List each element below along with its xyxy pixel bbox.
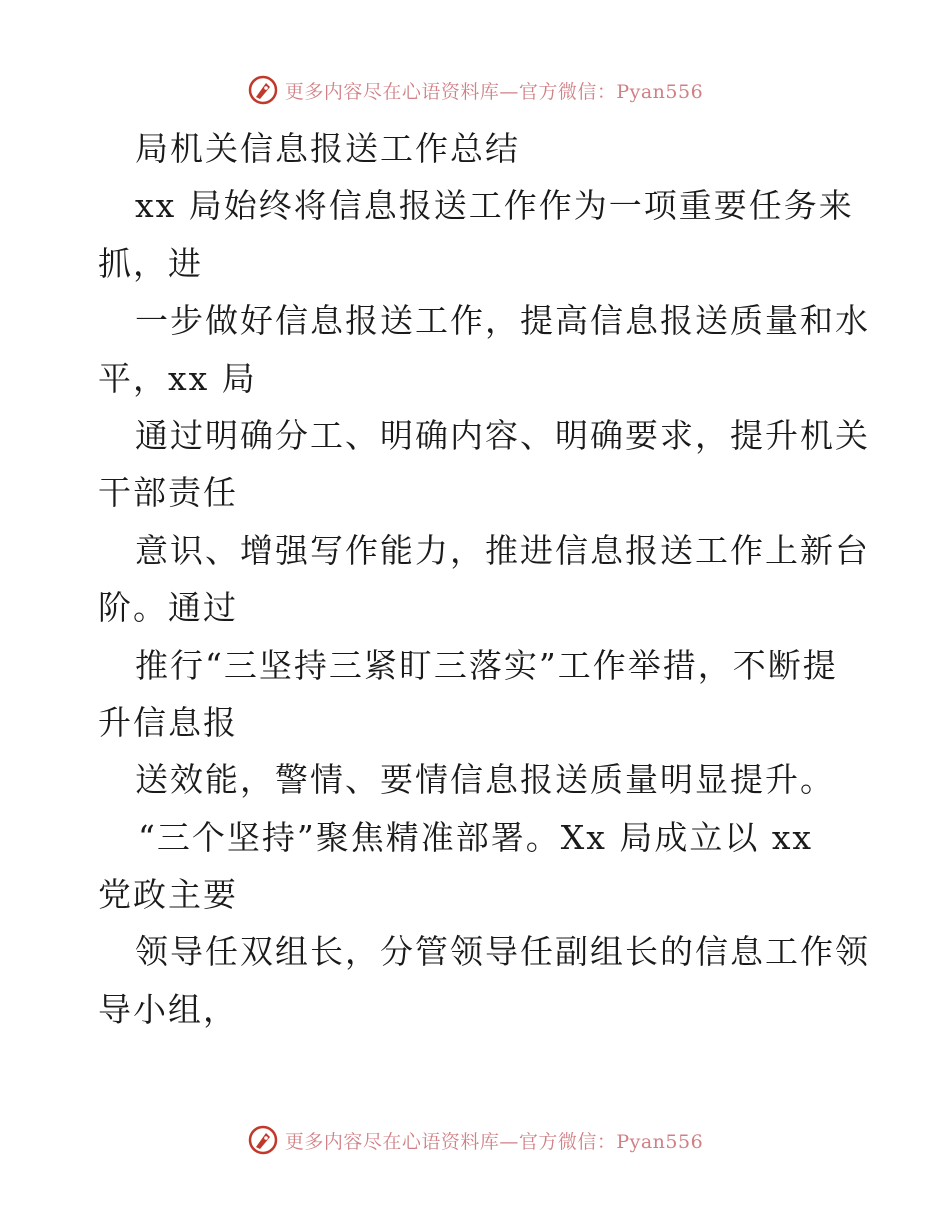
- paragraph-line: 抓，进: [98, 243, 203, 283]
- document-title: 局机关信息报送工作总结: [135, 129, 520, 168]
- paragraph-line: 领导任双组长，分管领导任副组长的信息工作领: [135, 932, 870, 972]
- paragraph-line: 一步做好信息报送工作，提高信息报送质量和水: [135, 301, 870, 341]
- pen-nib-logo-icon: [247, 74, 279, 106]
- document-body: [98, 120, 870, 1038]
- paragraph-line: 导小组，: [98, 989, 238, 1029]
- paragraph-line: 意识、增强写作能力，推进信息报送工作上新台: [135, 530, 870, 570]
- pen-nib-logo-icon: [247, 1124, 279, 1156]
- header-watermark: [0, 70, 950, 110]
- paragraph-line: 平，xx 局: [98, 358, 257, 398]
- paragraph-line: 推行“三坚持三紧盯三落实”工作举措，不断提: [135, 645, 838, 685]
- paragraph-line: “三个坚持”聚焦精准部署。Xx 局成立以 xx: [138, 817, 814, 857]
- paragraph-line: 升信息报: [98, 702, 238, 742]
- paragraph-line: 送效能，警情、要情信息报送质量明显提升。: [135, 760, 835, 800]
- paragraph-line: 党政主要: [98, 875, 238, 915]
- paragraph-line: 阶。通过: [98, 588, 238, 628]
- paragraph-line: 通过明确分工、明确内容、明确要求，提升机关: [135, 415, 870, 455]
- watermark-text: 更多内容尽在心语资料库—官方微信：Pyan556: [284, 1130, 704, 1153]
- paragraph-line: xx 局始终将信息报送工作作为一项重要任务来: [135, 186, 854, 226]
- watermark-text: 更多内容尽在心语资料库—官方微信：Pyan556: [284, 80, 704, 103]
- footer-watermark: [0, 1120, 950, 1160]
- paragraph-line: 干部责任: [98, 473, 238, 513]
